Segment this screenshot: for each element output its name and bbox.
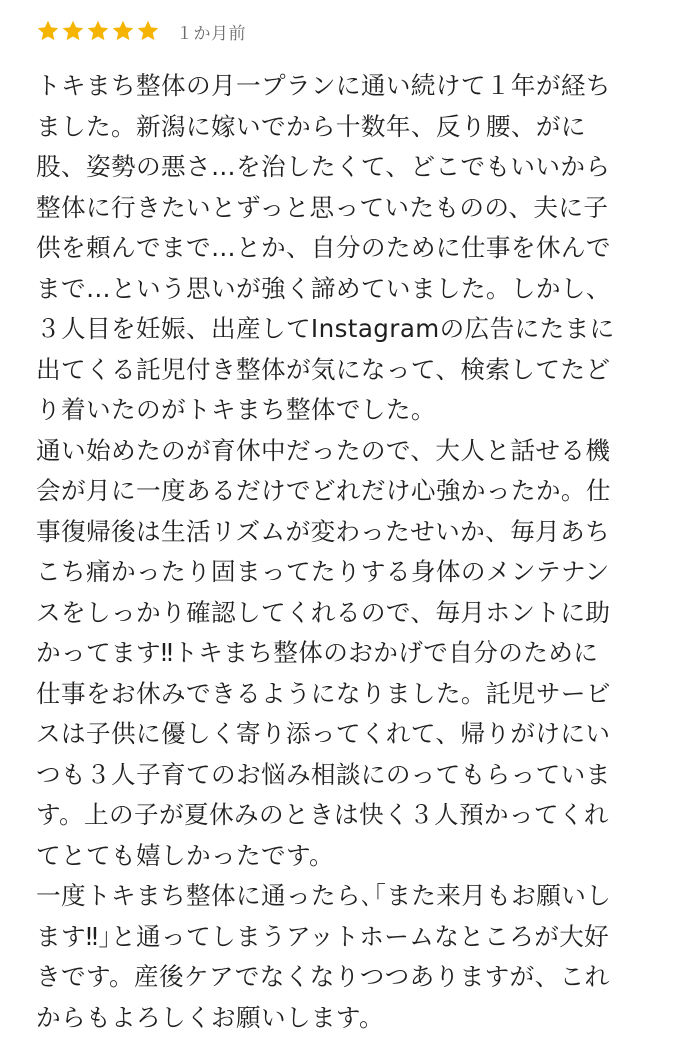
review-text-line: 整体に行きたいとずっと思っていたものの、夫に子 <box>36 188 666 229</box>
review-text <box>36 66 666 1038</box>
star-icon <box>61 19 85 43</box>
review-text-line: つも３人子育てのお悩み相談にのってもらっていま <box>36 755 666 796</box>
star-icon <box>86 19 110 43</box>
review-text-line: 一度トキまち整体に通ったら､｢また来月もお願いし <box>36 876 666 917</box>
review-text-line: スは子供に優しく寄り添ってくれて、帰りがけにい <box>36 714 666 755</box>
review-text-line: 股、姿勢の悪さ…を治したくて、どこでもいいから <box>36 147 666 188</box>
review-text-line: り着いたのがトキまち整体でした。 <box>36 390 666 431</box>
review-text-line: てとても嬉しかったです。 <box>36 836 666 877</box>
review-text-line: かってます‼︎トキまち整体のおかげで自分のために <box>36 633 666 674</box>
review-text-line: こち痛かったり固まってたりする身体のメンテナン <box>36 552 666 593</box>
review-text-line: トキまち整体の月一プランに通い続けて１年が経ち <box>36 66 666 107</box>
review-text-line: ました。新潟に嫁いでから十数年、反り腰、がに <box>36 107 666 148</box>
star-icon <box>36 19 60 43</box>
review-text-line: 供を頼んでまで…とか、自分のために仕事を休んで <box>36 228 666 269</box>
review-header <box>36 14 675 48</box>
review-date: １か月前 <box>176 19 246 44</box>
review-text-line: ３人目を妊娠、出産してInstagramの広告にたまに <box>36 309 666 350</box>
review-text-line: まで…という思いが強く諦めていました。しかし、 <box>36 269 666 310</box>
review-text-line: 事復帰後は生活リズムが変わったせいか、毎月あち <box>36 512 666 553</box>
review-text-line: スをしっかり確認してくれるので、毎月ホントに助 <box>36 593 666 634</box>
review-text-line: からもよろしくお願いします。 <box>36 998 666 1038</box>
star-icon <box>136 19 160 43</box>
review-text-line: 仕事をお休みできるようになりました。託児サービ <box>36 674 666 715</box>
star-rating <box>36 19 160 43</box>
review-text-line: 出てくる託児付き整体が気になって、検索してたど <box>36 350 666 391</box>
review-text-line: ます‼︎｣と通ってしまうアットホームなところが大好 <box>36 917 666 958</box>
star-icon <box>111 19 135 43</box>
review-text-line: きです。産後ケアでなくなりつつありますが、これ <box>36 957 666 998</box>
review-text-line: す。上の子が夏休みのときは快く３人預かってくれ <box>36 795 666 836</box>
review-text-line: 通い始めたのが育休中だったので、大人と話せる機 <box>36 431 666 472</box>
review-text-line: 会が月に一度あるだけでどれだけ心強かったか。仕 <box>36 471 666 512</box>
